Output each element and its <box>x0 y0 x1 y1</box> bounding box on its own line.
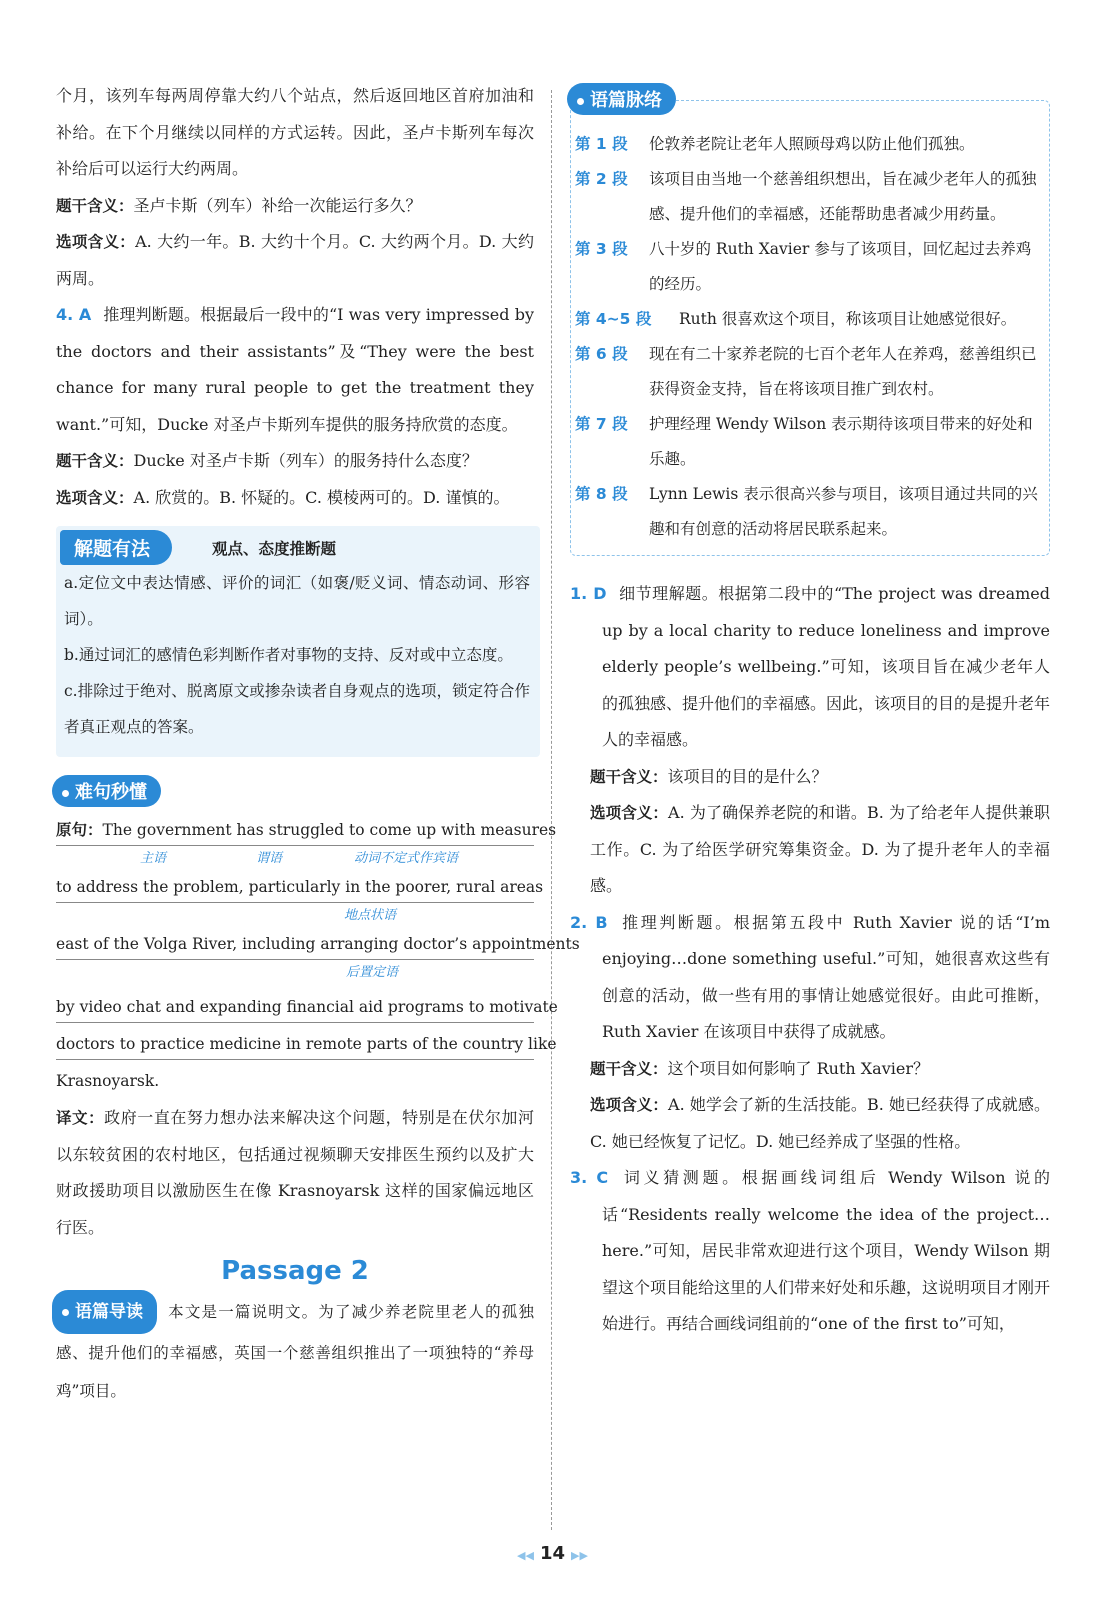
prev-arrow-icon: ◀◀ <box>517 1549 534 1562</box>
bullet-icon <box>62 790 69 797</box>
method-title: 观点、态度推断题 <box>212 539 337 558</box>
outline-row: 第 3 段 八十岁的 Ruth Xavier 参与了该项目，回忆起过去养鸡的经历。 <box>575 240 1032 293</box>
translation: 译文：政府一直在努力想办法来解决这个问题，特别是在伏尔加河以东较贫困的农村地区，包括通过视频聊天安排医生预约以及扩大财政援助项目以激励医生在像 Krasnoyarsk 这样的国家偏远地区行医。 <box>56 1108 534 1237</box>
options-line: 选项含义：A. 欣赏的。B. 怀疑的。C. 模棱两可的。D. 谨慎的。 <box>56 487 510 507</box>
outline-row: 第 1 段 伦敦养老院让老年人照顾母鸡以防止他们孤独。 <box>575 135 975 153</box>
outline-row: 第 7 段 护理经理 Wendy Wilson 表示期待该项目带来的好处和乐趣。 <box>575 415 1033 468</box>
tip-a: a.定位文中表达情感、评价的词汇（如褒/贬义词、情态动词、形容词）。 <box>64 574 530 628</box>
method-tip-box <box>56 526 540 757</box>
stem-line: 题干含义：圣卢卡斯（列车）补给一次能运行多久？ <box>56 195 422 215</box>
stem-line: 题干含义：这个项目如何影响了 Ruth Xavier？ <box>590 1058 929 1078</box>
column-divider <box>551 90 552 1530</box>
bullet-icon <box>62 1309 69 1316</box>
paragraph: 个月，该列车每两周停靠大约八个站点，然后返回地区首府加油和补给。在下个月继续以同样的方式运转。因此，圣卢卡斯列车每次补给后可以运行大约两周。 <box>56 86 534 178</box>
next-arrow-icon: ▶▶ <box>571 1549 588 1562</box>
outline-row: 第 2 段 该项目由当地一个慈善组织想出，旨在减少老年人的孤独感、提升他们的幸福感，还能帮助患者减少用药量。 <box>575 170 1037 223</box>
right-column <box>570 78 1050 1343</box>
sentence-analysis <box>56 815 580 1096</box>
passage-title: Passage 2 <box>221 1256 369 1286</box>
options-line: 选项含义：A. 大约一年。B. 大约十个月。C. 大约两个月。D. 大约两周。 <box>56 232 534 288</box>
grammar-annotation: 后置定语 <box>346 965 399 980</box>
sentence-line: Krasnoyarsk. <box>56 1072 160 1090</box>
guide-tag: 语篇导读 <box>52 1290 157 1334</box>
options-line: 选项含义：A. 她学会了新的生活技能。B. 她已经获得了成就感。C. 她已经恢复了记忆。D. 她已经养成了坚强的性格。 <box>590 1095 1050 1151</box>
tip-c: c.排除过于绝对、脱离原文或掺杂读者自身观点的选项，锁定符合作者真正观点的答案。 <box>64 682 530 736</box>
page-number: ◀◀ 14 ▶▶ <box>517 1543 588 1564</box>
sentence-line: doctors to practice medicine in remote parts of the country like <box>56 1029 534 1060</box>
sentence-line: by video chat and expanding financial aid programs to motivate <box>56 992 534 1023</box>
stem-line: 题干含义：该项目的目的是什么？ <box>590 766 828 786</box>
passage-intro: 语篇导读 本文是一篇说明文。为了减少养老院里老人的孤独感、提升他们的幸福感，英国一个慈善组织推出了一项独特的“养母鸡”项目。 <box>56 1290 534 1410</box>
left-column <box>56 78 580 1410</box>
outline-row: 第 4~5 段 Ruth 很喜欢这个项目，称该项目让她感觉很好。 <box>575 310 1017 328</box>
options-line: 选项含义：A. 为了确保养老院的和谐。B. 为了给老年人提供兼职工作。C. 为了给医学研究筹集资金。D. 为了提升老年人的幸福感。 <box>590 803 1050 895</box>
outline-row: 第 8 段 Lynn Lewis 表示很高兴参与项目，该项目通过共同的兴趣和有创意的活动将居民联系起来。 <box>575 485 1038 538</box>
answer-3: 3. C 词义猜测题。根据画线词组后 Wendy Wilson 说的话“Residents really welcome the idea of the project…here.”可知，居民非常欢迎进行这个项目，Wendy Wilson 期望这个项目能给这里的人们带来好处和乐趣，这说明项目才刚开始进行。再结合画线词组前的“one of the first to”可知， <box>570 1168 1051 1333</box>
outline-tag: 语篇脉络 <box>567 83 676 115</box>
sentence-line: 原句：The government has struggled to come up with measures <box>56 815 534 846</box>
answer-1: 1. D 细节理解题。根据第二段中的“The project was dreamed up by a local charity to reduce loneliness and improve elderly people’s wellbeing.”可知，该项目旨在减少老年人的孤独感、提升他们的幸福感。因此，该项目的目的是提升老年人的幸福感。 <box>570 584 1051 749</box>
method-tag: 解题有法 <box>60 530 172 565</box>
answer-4: 4. A 推理判断题。根据最后一段中的“I was very impressed by the doctors and their assistants”及“They were the best chance for many rural people to get the treatment they want.”可知，Ducke 对圣卢卡斯列车提供的服务持欣赏的态度。 <box>56 305 534 434</box>
tip-b: b.通过词汇的感情色彩判断作者对事物的支持、反对或中立态度。 <box>64 646 513 664</box>
grammar-annotation: 地点状语 <box>344 908 397 923</box>
hard-sentence-tag: 难句秒懂 <box>52 775 161 807</box>
answer-2: 2. B 推理判断题。根据第五段中 Ruth Xavier 说的话“I’m enjoying…done something useful.”可知，她很喜欢这些有创意的活动，做一些有用的事情让她感觉很好。由此可推断，Ruth Xavier 在该项目中获得了成就感。 <box>570 912 1050 1041</box>
outline-row: 第 6 段 现在有二十家养老院的七百个老年人在养鸡，慈善组织已获得资金支持，旨在将该项目推广到农村。 <box>575 345 1037 398</box>
grammar-annotation: 主语 谓语 动词不定式作宾语 <box>140 851 459 866</box>
sentence-line: east of the Volga River, including arranging doctor’s appointments <box>56 929 534 960</box>
stem-line: 题干含义：Ducke 对圣卢卡斯（列车）的服务持什么态度？ <box>56 451 478 470</box>
passage-outline-box <box>570 90 1050 556</box>
sentence-line: to address the problem, particularly in the poorer, rural areas <box>56 872 534 903</box>
bullet-icon <box>577 98 584 105</box>
